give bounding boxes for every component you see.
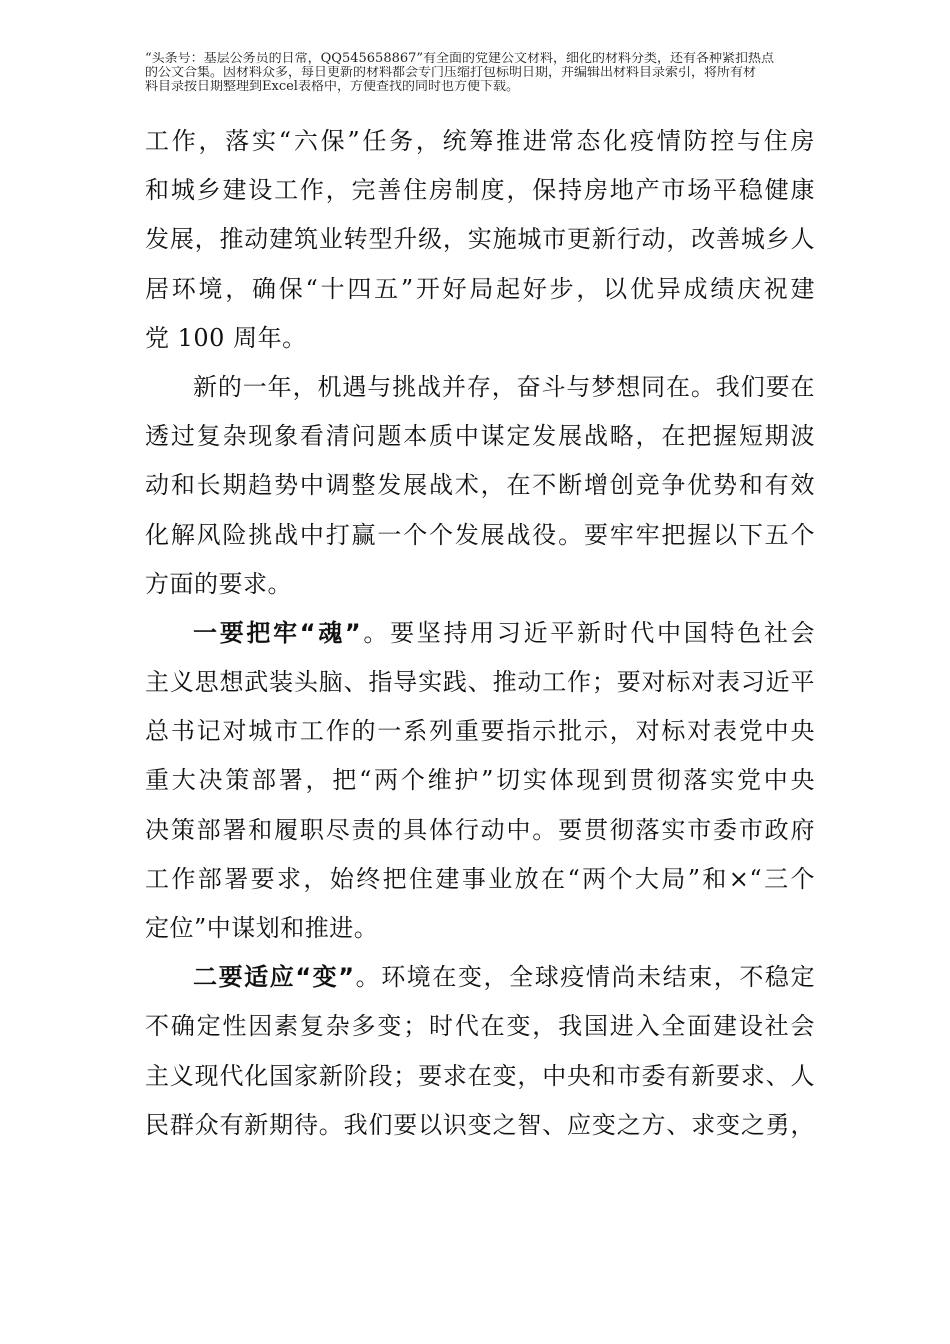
text-line: 新的一年，机遇与挑战并存，奋斗与梦想同在。我们要在 <box>193 372 815 401</box>
text-line: 决策部署和履职尽责的具体行动中。要贯彻落实市委市政府 <box>145 815 815 844</box>
text-line: 民群众有新期待。我们要以识变之智、应变之方、求变之勇， <box>145 1110 815 1139</box>
header-line-1: “头条号：基层公务员的日常，QQ545658867”有全面的党建公文材料，细化的材料分类，还有各种紧扣热点 <box>145 52 775 66</box>
section-heading-2: 二要适应“变” <box>193 963 355 992</box>
section-heading-1: 一要把牢“魂” <box>193 618 362 647</box>
text-line: 主义现代化国家新阶段；要求在变，中央和市委有新要求、人 <box>145 1061 815 1090</box>
text-line: 居环境，确保“十四五”开好局起好步，以优异成绩庆祝建 <box>145 274 815 303</box>
text-line: 党 100 周年。 <box>145 323 307 352</box>
paragraph-4 <box>145 953 815 1150</box>
header-note <box>145 52 810 94</box>
text-fragment: 。要坚持用习近平新时代中国特色社会 <box>361 618 815 647</box>
text-fragment: 。环境在变，全球疫情尚未结束，不稳定 <box>354 963 815 992</box>
header-line-2: 的公文合集。因材料众多，每日更新的材料都会专门压缩打包标明日期，并编辑出材料目录索引，将所有材 <box>145 66 757 80</box>
text-line: 重大决策部署，把“两个维护”切实体现到贯彻落实党中央 <box>145 766 815 795</box>
text-line: 动和长期趋势中调整发展战术，在不断增创竞争优势和有效 <box>145 471 815 500</box>
header-line-3: 料目录按日期整理到Excel表格中，方便查找的同时也方便下载。 <box>145 80 519 94</box>
text-line: 定位”中谋划和推进。 <box>145 914 379 942</box>
text-line: 主义思想武装头脑、指导实践、推动工作；要对标对表习近平 <box>145 668 815 697</box>
text-line: 化解风险挑战中打赢一个个发展战役。要牢牢把握以下五个 <box>145 520 815 549</box>
text-line: 发展，推动建筑业转型升级，实施城市更新行动，改善城乡人 <box>145 225 815 254</box>
text-line <box>145 609 815 658</box>
document-body <box>145 117 815 1150</box>
text-line: 工作，落实“六保”任务，统筹推进常态化疫情防控与住房 <box>145 127 815 155</box>
paragraph-2 <box>145 363 815 609</box>
text-line: 工作部署要求，始终把住建事业放在“两个大局”和×“三个 <box>145 864 815 893</box>
text-line <box>145 953 815 1002</box>
text-line: 透过复杂现象看清问题本质中谋定发展战略，在把握短期波 <box>145 422 815 451</box>
text-line: 方面的要求。 <box>145 569 292 598</box>
paragraph-1 <box>145 117 815 363</box>
paragraph-3 <box>145 609 815 953</box>
text-line: 不确定性因素复杂多变；时代在变，我国进入全面建设社会 <box>145 1012 815 1041</box>
text-line: 和城乡建设工作，完善住房制度，保持房地产市场平稳健康 <box>145 176 815 205</box>
text-line: 总书记对城市工作的一系列重要指示批示，对标对表党中央 <box>145 717 815 746</box>
